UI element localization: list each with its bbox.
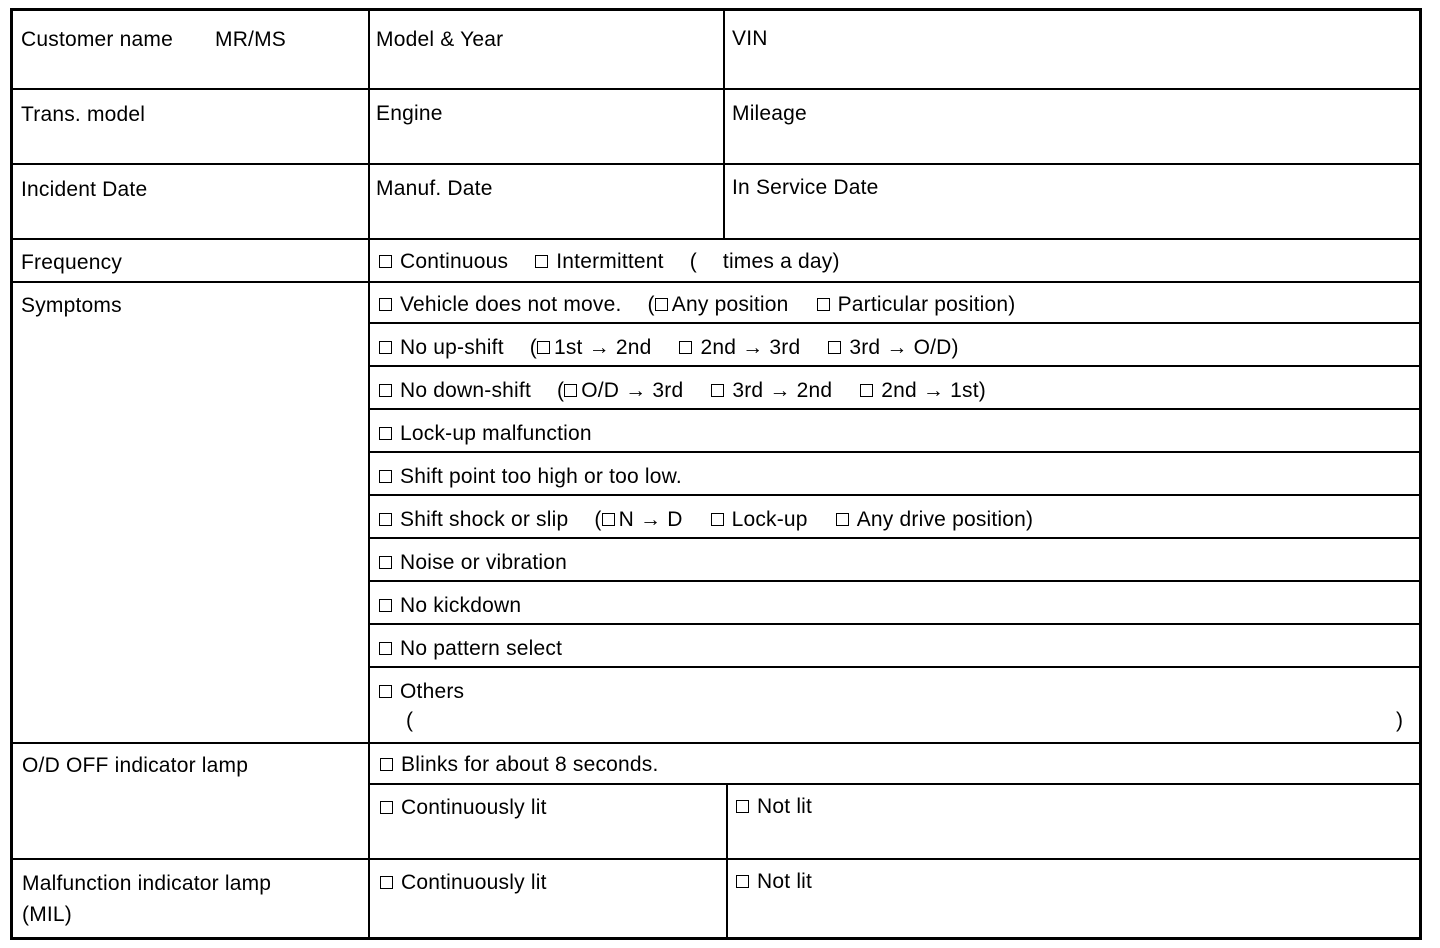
- continuous-label: Continuous: [400, 250, 509, 273]
- no-downshift-checkbox[interactable]: [379, 384, 392, 397]
- row-divider: [369, 623, 1419, 625]
- others-close-paren: ): [1396, 709, 1404, 732]
- mil-label-line2: (MIL): [22, 903, 72, 926]
- od-off-lamp-label: O/D OFF indicator lamp: [22, 754, 249, 777]
- row-divider: [369, 537, 1419, 539]
- trans-model-label: Trans. model: [21, 103, 146, 126]
- blinks-label: Blinks for about 8 seconds.: [401, 753, 659, 776]
- shift-point-label: Shift point too high or too low.: [400, 465, 682, 488]
- column-divider: [723, 11, 725, 238]
- row-divider: [13, 742, 1419, 744]
- frequency-open-paren: (: [689, 250, 697, 273]
- intermittent-checkbox[interactable]: [535, 255, 548, 268]
- open-paren: (: [557, 379, 565, 402]
- shock-n-d-label: N → D: [618, 508, 683, 531]
- manuf-date-label: Manuf. Date: [376, 177, 493, 200]
- od-continuously-lit-checkbox[interactable]: [380, 801, 393, 814]
- row-divider: [13, 163, 1419, 165]
- shock-lockup-checkbox[interactable]: [711, 513, 724, 526]
- mil-continuously-lit-checkbox[interactable]: [380, 876, 393, 889]
- upshift-3-od-label: 3rd → O/D): [849, 336, 959, 359]
- od-continuously-lit-label: Continuously lit: [401, 796, 547, 819]
- in-service-date-label: In Service Date: [732, 176, 879, 199]
- symptom-others: [379, 680, 464, 704]
- blinks-checkbox[interactable]: [380, 758, 393, 771]
- shift-shock-checkbox[interactable]: [379, 513, 392, 526]
- no-kickdown-checkbox[interactable]: [379, 599, 392, 612]
- symptom-noise: [379, 551, 567, 575]
- row-divider: [369, 666, 1419, 668]
- mil-not-lit: [736, 870, 812, 894]
- od-off-continuously-lit: [380, 796, 547, 820]
- downshift-od-3-checkbox[interactable]: [564, 384, 577, 397]
- upshift-2-3-label: 2nd → 3rd: [700, 336, 801, 359]
- no-pattern-checkbox[interactable]: [379, 642, 392, 655]
- intermittent-label: Intermittent: [556, 250, 664, 273]
- mileage-label: Mileage: [732, 102, 807, 125]
- symptom-no-downshift: [379, 379, 986, 403]
- frequency-label: Frequency: [21, 251, 123, 274]
- noise-label: Noise or vibration: [400, 551, 568, 574]
- row-divider: [369, 365, 1419, 367]
- upshift-3-od-checkbox[interactable]: [828, 341, 841, 354]
- upshift-1-2-checkbox[interactable]: [537, 341, 550, 354]
- symptom-no-upshift: [379, 336, 959, 360]
- od-off-blinks: [380, 753, 659, 777]
- no-pattern-label: No pattern select: [400, 637, 563, 660]
- od-not-lit-label: Not lit: [757, 795, 813, 818]
- upshift-1-2-label: 1st → 2nd: [553, 336, 652, 359]
- symptom-lockup: [379, 422, 592, 446]
- any-position-label: Any position: [671, 293, 789, 316]
- engine-label: Engine: [376, 102, 443, 125]
- row-divider: [369, 451, 1419, 453]
- symptom-shift-point: [379, 465, 682, 489]
- others-label: Others: [400, 680, 465, 703]
- row-divider: [13, 858, 1419, 860]
- shock-any-drive-checkbox[interactable]: [836, 513, 849, 526]
- row-divider: [13, 238, 1419, 240]
- open-paren: (: [594, 508, 602, 531]
- no-upshift-checkbox[interactable]: [379, 341, 392, 354]
- column-divider: [726, 783, 728, 937]
- row-divider: [13, 281, 1419, 283]
- column-divider: [368, 11, 370, 937]
- noise-checkbox[interactable]: [379, 556, 392, 569]
- symptoms-label: Symptoms: [21, 294, 122, 317]
- lockup-checkbox[interactable]: [379, 427, 392, 440]
- others-checkbox[interactable]: [379, 685, 392, 698]
- row-divider: [369, 580, 1419, 582]
- downshift-od-3-label: O/D → 3rd: [581, 379, 684, 402]
- mil-continuously-lit-label: Continuously lit: [401, 871, 547, 894]
- particular-position-checkbox[interactable]: [817, 298, 830, 311]
- shock-any-drive-label: Any drive position): [856, 508, 1034, 531]
- model-year-label: Model & Year: [376, 28, 504, 51]
- open-paren: (: [529, 336, 537, 359]
- no-move-checkbox[interactable]: [379, 298, 392, 311]
- mil-not-lit-label: Not lit: [757, 870, 813, 893]
- mil-label-line1: Malfunction indicator lamp: [22, 872, 272, 895]
- downshift-2-1-label: 2nd → 1st): [881, 379, 986, 402]
- downshift-3-2-label: 3rd → 2nd: [732, 379, 833, 402]
- shift-point-checkbox[interactable]: [379, 470, 392, 483]
- downshift-2-1-checkbox[interactable]: [860, 384, 873, 397]
- upshift-2-3-checkbox[interactable]: [679, 341, 692, 354]
- times-a-day-label: times a day): [722, 250, 840, 273]
- shock-lockup-label: Lock-up: [731, 508, 808, 531]
- diagnostic-worksheet-form: [10, 8, 1422, 940]
- particular-position-label: Particular position): [837, 293, 1016, 316]
- symptom-no-pattern: [379, 637, 562, 661]
- row-divider: [369, 783, 1419, 785]
- row-divider: [369, 494, 1419, 496]
- od-off-not-lit: [736, 795, 812, 819]
- row-divider: [369, 408, 1419, 410]
- no-downshift-label: No down-shift: [400, 379, 531, 402]
- mr-ms-label: MR/MS: [215, 28, 286, 51]
- lockup-label: Lock-up malfunction: [400, 422, 592, 445]
- mil-continuously-lit: [380, 871, 547, 895]
- od-not-lit-checkbox[interactable]: [736, 800, 749, 813]
- frequency-options: [379, 250, 840, 274]
- any-position-checkbox[interactable]: [655, 298, 668, 311]
- shift-shock-label: Shift shock or slip: [400, 508, 569, 531]
- mil-not-lit-checkbox[interactable]: [736, 875, 749, 888]
- symptom-no-kickdown: [379, 594, 521, 618]
- others-open-paren: (: [406, 709, 414, 732]
- customer-name-label: Customer name: [21, 28, 173, 51]
- incident-date-label: Incident Date: [21, 178, 148, 201]
- symptom-no-move: [379, 293, 1015, 317]
- open-paren: (: [647, 293, 655, 316]
- no-move-label: Vehicle does not move.: [400, 293, 622, 316]
- no-upshift-label: No up-shift: [400, 336, 504, 359]
- vin-label: VIN: [732, 27, 768, 50]
- no-kickdown-label: No kickdown: [400, 594, 522, 617]
- symptom-shift-shock: [379, 508, 1033, 532]
- continuous-checkbox[interactable]: [379, 255, 392, 268]
- row-divider: [369, 322, 1419, 324]
- downshift-3-2-checkbox[interactable]: [711, 384, 724, 397]
- row-divider: [13, 88, 1419, 90]
- shock-n-d-checkbox[interactable]: [602, 513, 615, 526]
